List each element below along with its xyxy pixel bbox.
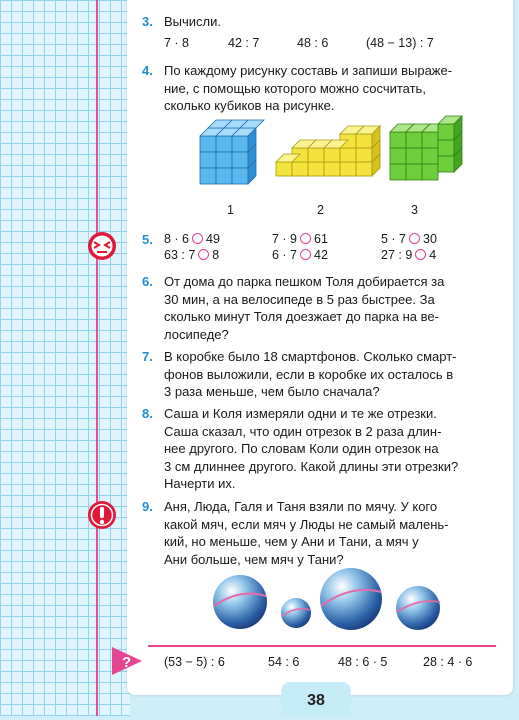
compare-item: 6 · 7 42 — [272, 248, 328, 262]
ball-2 — [281, 598, 311, 628]
task-9-text — [164, 498, 497, 568]
ball-3 — [320, 568, 382, 630]
task-3-expr-3: 48 : 6 — [297, 36, 329, 50]
compare-item: 8 · 6 49 — [164, 232, 220, 246]
task-9-line: кий, но меньше, чем у Ани и Тани, а мяч у — [164, 534, 419, 549]
task-4-line: сколько кубиков на рисунке. — [164, 98, 335, 113]
task-9-line: Ани больше, чем мяч у Тани? — [164, 551, 344, 567]
task-3-expr-1: 7 · 8 — [164, 36, 190, 50]
task-6-line: 30 мин, а на велосипеде в 5 раз быстрее. За — [164, 291, 435, 307]
compare-item: 7 · 9 61 — [272, 232, 328, 246]
task-8-line: Саша и Коля измеряли одни и те же отрезки. — [164, 406, 437, 421]
compare-item: 27 : 9 4 — [381, 248, 437, 262]
task-5-number: 5. — [142, 232, 153, 247]
task-7-line: В коробке было 18 смартфонов. Сколько смарт- — [164, 349, 457, 364]
task-6-text — [164, 273, 497, 343]
task-9-line: какой мяч, если мяч у Люды не самый малень- — [164, 516, 449, 532]
task-6-line: От дома до парка пешком Толя добирается за — [164, 274, 445, 289]
cube-figure-2 — [276, 126, 380, 176]
task-7-line: 3 раза меньше, чем было сначала? — [164, 384, 380, 399]
task-8-number: 8. — [142, 406, 153, 421]
task-3-expr-2: 42 : 7 — [228, 36, 260, 50]
figure-label-3: 3 — [411, 203, 418, 217]
task-8-line: нее другого. По словам Коли один отрезок на — [164, 441, 439, 456]
task-4-number: 4. — [142, 63, 153, 78]
compare-item: 63 : 7 8 — [164, 248, 220, 262]
task-3-number: 3. — [142, 14, 153, 29]
compare-circle[interactable] — [192, 233, 203, 244]
balls-illustration — [205, 566, 455, 636]
compare-circle[interactable] — [300, 249, 311, 260]
task-9-line: Аня, Люда, Галя и Таня взяли по мячу. У кого — [164, 499, 438, 514]
cube-figure-1 — [200, 120, 264, 184]
compare-circle[interactable] — [409, 233, 420, 244]
section-divider — [148, 645, 496, 647]
task-6-line: сколько минут Толя доезжает до парка на ве- — [164, 309, 439, 324]
cube-figures — [190, 112, 480, 197]
task-4-text — [164, 62, 497, 115]
task-3-expr-4: (48 − 13) : 7 — [366, 36, 434, 50]
bottom-expr-4: 28 : 4 · 6 — [423, 655, 473, 669]
task-8-text — [164, 405, 497, 493]
task-4-line: ние, с помощью которого можно сосчитать, — [164, 80, 426, 96]
bottom-expr-2: 54 : 6 — [268, 655, 300, 669]
figure-label-2: 2 — [317, 203, 324, 217]
cube-figure-3 — [390, 116, 462, 180]
question-icon — [110, 643, 146, 679]
task-8-line: Саша сказал, что один отрезок в 2 раза длин- — [164, 423, 442, 439]
task-8-line: Начерти их. — [164, 476, 236, 491]
margin-line — [96, 0, 98, 716]
ball-4 — [396, 586, 440, 630]
ball-1 — [213, 575, 267, 629]
task-4-line: По каждому рисунку составь и запиши выраже- — [164, 63, 453, 78]
bottom-expr-3: 48 : 6 · 5 — [338, 655, 388, 669]
bottom-expr-1: (53 − 5) : 6 — [164, 655, 225, 669]
task-8-line: 3 см длиннее другого. Какой длины эти отрезки? — [164, 458, 459, 474]
page-number: 38 — [281, 682, 351, 716]
compare-circle[interactable] — [300, 233, 311, 244]
task-6-number: 6. — [142, 274, 153, 289]
grid-margin — [0, 0, 130, 716]
compare-icon — [87, 231, 117, 261]
task-6-line: лосипеде? — [164, 326, 229, 342]
task-3-text: Вычисли. — [164, 14, 222, 29]
compare-circle[interactable] — [198, 249, 209, 260]
figure-label-1: 1 — [227, 203, 234, 217]
svg-text:?: ? — [122, 654, 132, 671]
compare-circle[interactable] — [415, 249, 426, 260]
task-7-line: фонов выложили, если в коробке их осталось в — [164, 366, 454, 382]
important-icon — [87, 500, 117, 530]
task-7-text — [164, 348, 497, 401]
compare-item: 5 · 7 30 — [381, 232, 437, 246]
task-7-number: 7. — [142, 349, 153, 364]
task-9-number: 9. — [142, 499, 153, 514]
